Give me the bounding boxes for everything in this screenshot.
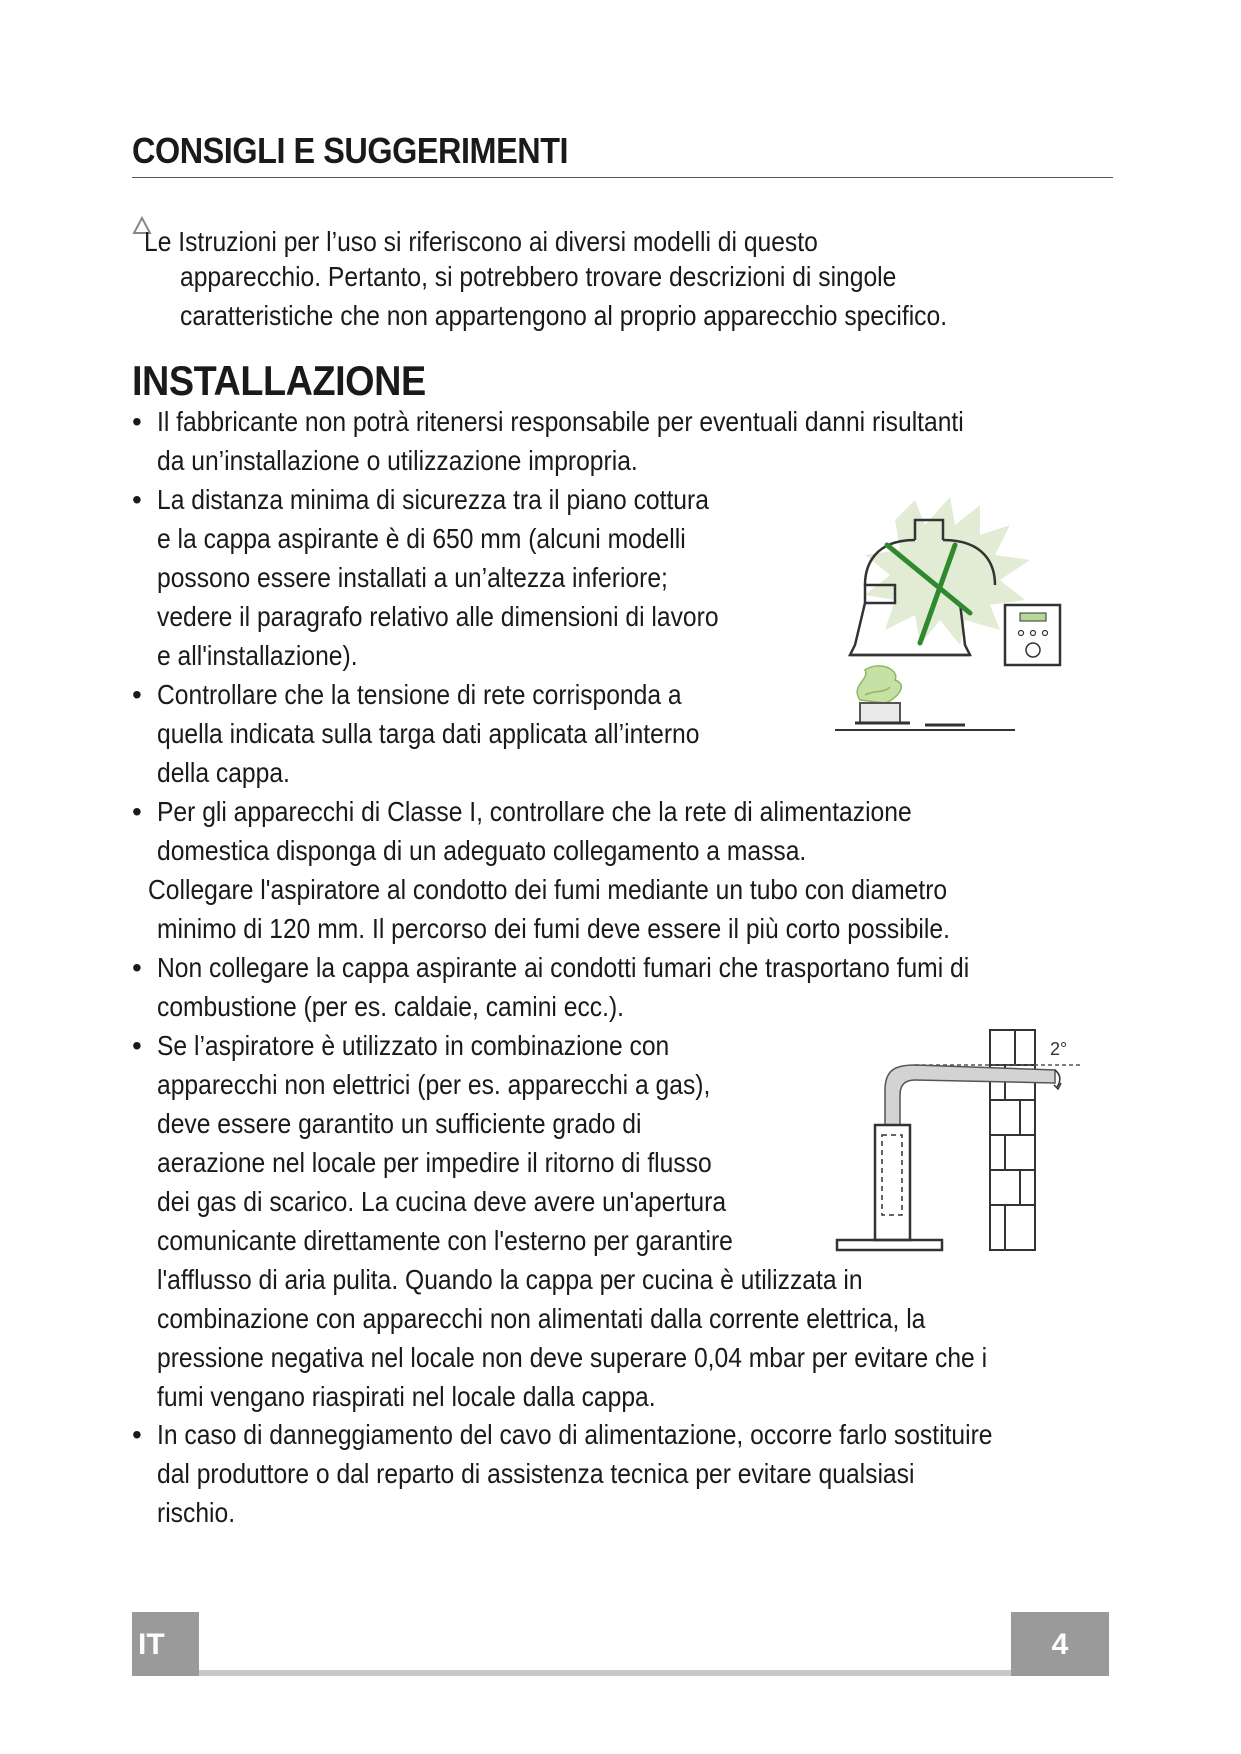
bullet-7: • (132, 1419, 142, 1450)
list-item-4: Per gli apparecchi di Classe I, controllare che la rete di alimentazione domestica disponga di un adeguato collegamento a massa. (157, 796, 912, 866)
bullet-4: • (132, 796, 142, 827)
list-item-3: Controllare che la tensione di rete corrisponda a quella indicata sulla targa dati applicata all’interno della cappa. (157, 679, 700, 788)
duct-note-line-1: Collegare l'aspiratore al condotto dei fumi mediante un tubo con diametro (148, 874, 948, 905)
list-item-5: Non collegare la cappa aspirante ai condotti fumari che trasportano fumi di combustione (per es. caldaie, camini ecc.). (157, 952, 970, 1022)
footer-language-label: IT (138, 1628, 165, 1661)
note-line-3: caratteristiche che non appartengono al proprio apparecchio specifico. (180, 300, 948, 331)
footer-bar (199, 1670, 1011, 1676)
hood-column-shape (837, 1125, 942, 1250)
bullet-3: • (132, 679, 142, 710)
list-item-1: Il fabbricante non potrà ritenersi responsabile per eventuali danni risultanti da un’installazione o utilizzazione impropria. (157, 406, 964, 476)
bullet-5: • (132, 952, 142, 983)
list-item-7: In caso di danneggiamento del cavo di alimentazione, occorre farlo sostituire dal produttore o dal reparto di assistenza tecnica per evitare qualsiasi rischio. (157, 1419, 993, 1528)
pot-steam-shape (835, 666, 1015, 730)
brick-wall-shape (990, 1030, 1035, 1250)
duct-slope-figure (825, 1025, 1085, 1260)
bullet-6: • (132, 1030, 142, 1061)
hood-distance-figure (815, 495, 1080, 760)
note-line-2: apparecchio. Pertanto, si potrebbero trovare descrizioni di singole (180, 261, 897, 292)
bullet-2: • (132, 484, 142, 515)
footer-page-tab (1011, 1612, 1109, 1676)
title-divider (132, 177, 1113, 178)
list-item-6: Se l’aspiratore è utilizzato in combinazione con apparecchi non elettrici (per es. apparecchi a gas), deve essere garantito un sufficiente grado di aerazione nel locale per impedire il ritorno di flusso dei gas di scarico. La cucina deve avere un'apertura comunicante direttamente con l'esterno per garantire l'afflusso di aria pulita. Quando la cappa per cucina è utilizzata in combinazione con apparecchi non alimentati dalla corrente elettrica, la pressione negativa nel locale non deve superare 0,04 mbar per evitare che i fumi vengano riaspirati nel locale dalla cappa. (157, 1030, 988, 1412)
section-title-installation: INSTALLAZIONE (132, 357, 426, 404)
list-item-2: La distanza minima di sicurezza tra il piano cottura e la cappa aspirante è di 650 mm (alcuni modelli possono essere installati a un’altezza inferiore; vedere il paragrafo relativo alle dimensioni di lavoro e all'installazione). (157, 484, 719, 671)
bullet-1: • (132, 406, 142, 437)
section-title-tips: CONSIGLI E SUGGERIMENTI (132, 130, 569, 171)
page-number: 4 (1051, 1628, 1069, 1661)
duct-note-line-2: minimo di 120 mm. Il percorso dei fumi deve essere il più corto possibile. (157, 913, 950, 944)
footer-language-tab (132, 1612, 199, 1676)
duct-pipe-shape (885, 1065, 1080, 1125)
angle-label: 2° (1050, 1039, 1068, 1059)
wall-panel-shape (1005, 605, 1060, 665)
note-line-1: Le Istruzioni per l’uso si riferiscono ai diversi modelli di questo (144, 226, 818, 257)
